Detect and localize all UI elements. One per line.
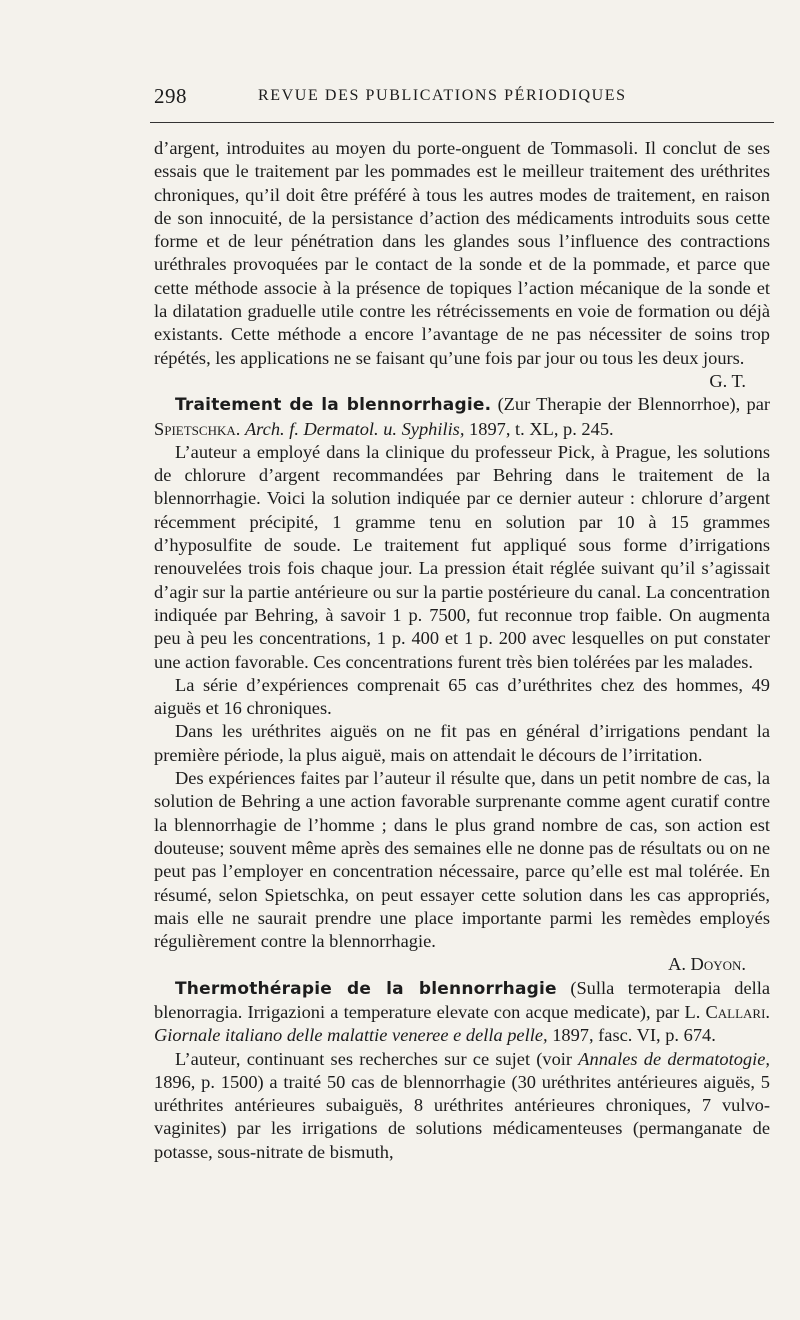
body-text	[154, 137, 770, 1164]
article-2-journal: Giornale italiano delle malattie veneree e della pelle,	[154, 1025, 548, 1046]
article-1-paragraph: L’auteur a employé dans la clinique du professeur Pick, à Prague, les solutions de chlorure d’argent recommandées par Behring dans le traitement de la blennorrhagie. Voici la solution indiquée par ce dernier auteur : chlorure d’argent récemment précipité, 1 gramme tenu en solution par 10 à 15 grammes d’hyposulfite de soude. Le traitement fut appliqué sous forme d’irrigations renouvelées trois fois chaque jour. La pression était réglée suivant qu’il s’agissait d’agir sur la partie antérieure ou sur la partie postérieure du canal. La concentration indiquée par Behring, à savoir 1 p. 7500, fut reconnue trop faible. On augmenta peu à peu les concentrations, 1 p. 400 et 1 p. 200 avec lesquelles on put constater une action favorable. Ces concentrations furent très bien tolérées par les malades.	[154, 441, 770, 672]
article-1-final-paragraph	[154, 767, 770, 953]
article-2-text-end: 1896, p. 1500) a traité 50 cas de blennorrhagie (30 uréthrites antérieures aiguës, 5 uréthrites antérieures subaiguës, 8 uréthrites antérieures chroniques, 7 vulvo-vaginites) par les irrigations de solutions médicamenteuses (permanganate de potasse, sous-nitrate de bismuth,	[154, 1071, 770, 1162]
continuation-paragraph	[154, 137, 770, 370]
article-1-ref: 1897, t. XL, p. 245.	[469, 418, 614, 439]
article-1-journal: Arch. f. Dermatol. u. Syphilis,	[244, 418, 465, 439]
page-number: 298	[154, 84, 187, 108]
article-2-heading	[154, 977, 770, 1048]
article-1-title: Traitement de la blennorrhagie.	[175, 395, 492, 416]
signature-gt: G. T.	[709, 370, 746, 391]
article-1-author: Spietschka.	[154, 418, 241, 439]
article-1-by: par	[746, 394, 770, 415]
article-2-author: L. Callari.	[684, 1001, 771, 1022]
article-2-text-start: L’auteur, continuant ses recherches sur ce sujet (voir	[175, 1048, 573, 1069]
article-1-original-title: (Zur Therapie der Blennorrhoe),	[497, 394, 741, 415]
journal-title: REVUE DES PUBLICATIONS PÉRIODIQUES	[258, 87, 627, 104]
article-2-ref: 1897, fasc. VI, p. 674.	[552, 1025, 716, 1046]
article-2-original-title: (Sulla termoterapia della blenorragia. Irrigazioni a temperature elevate con acque medicate), par	[154, 977, 770, 1022]
article-1-paragraph: La série d’expériences comprenait 65 cas d’uréthrites chez des hommes, 49 aiguës et 16 chroniques.	[154, 674, 770, 719]
article-2-paragraph	[154, 1048, 770, 1164]
article-1-heading	[154, 393, 770, 441]
continuation-text: d’argent, introduites au moyen du porte-onguent de Tommasoli. Il conclut de ses essais que le traitement par les pommades est le meilleur traitement des uréthrites chroniques, qu’il doit être préféré à tous les autres modes de traitement, en raison de son innocuité, de la persistance d’action des médicaments introduits sous cette forme et de leur pénétration dans les glandes sous l’influence des contractions uréthrales provoquées par le contact de la sonde et de la pommade, et parce que cette méthode associe à la présence de topiques l’action mécanique de la sonde et la dilatation graduelle utile contre les rétrécissements en voie de formation ou déjà existants. Cette méthode a encore l’avantage de ne pas nécessiter de soins trop répétés, les applications ne se faisant qu’une fois par jour ou tous les deux jours.	[154, 138, 770, 368]
article-2-cross-reference: Annales de dermatotogie,	[578, 1048, 770, 1069]
article-1-final-text: Des expériences faites par l’auteur il résulte que, dans un petit nombre de cas, la solution de Behring a une action favorable surprenante comme agent curatif contre la blennorrhagie de l’homme ; dans le plus grand nombre de cas, son action est douteuse; souvent même après des semaines elle ne donne pas de résultats ou on ne peut pas l’employer en concentration nécessaire, parce qu’elle est mal tolérée. En résumé, selon Spietschka, on peut essayer cette solution dans les cas appropriés, mais elle ne saurait prendre une place importante parmi les remèdes employés régulièrement contre la blennorrhagie.	[154, 768, 770, 952]
running-header	[150, 84, 780, 114]
article-1-paragraph: Dans les uréthrites aiguës on ne fit pas en général d’irrigations pendant la première période, la plus aiguë, mais on attendait le décours de l’irritation.	[154, 721, 770, 765]
signature-doyon: A. Doyon.	[668, 954, 746, 975]
signature-line	[154, 953, 770, 976]
header-rule	[150, 122, 774, 123]
signature-line	[154, 370, 770, 393]
article-2-title: Thermothérapie de la blennorrhagie	[175, 978, 557, 999]
